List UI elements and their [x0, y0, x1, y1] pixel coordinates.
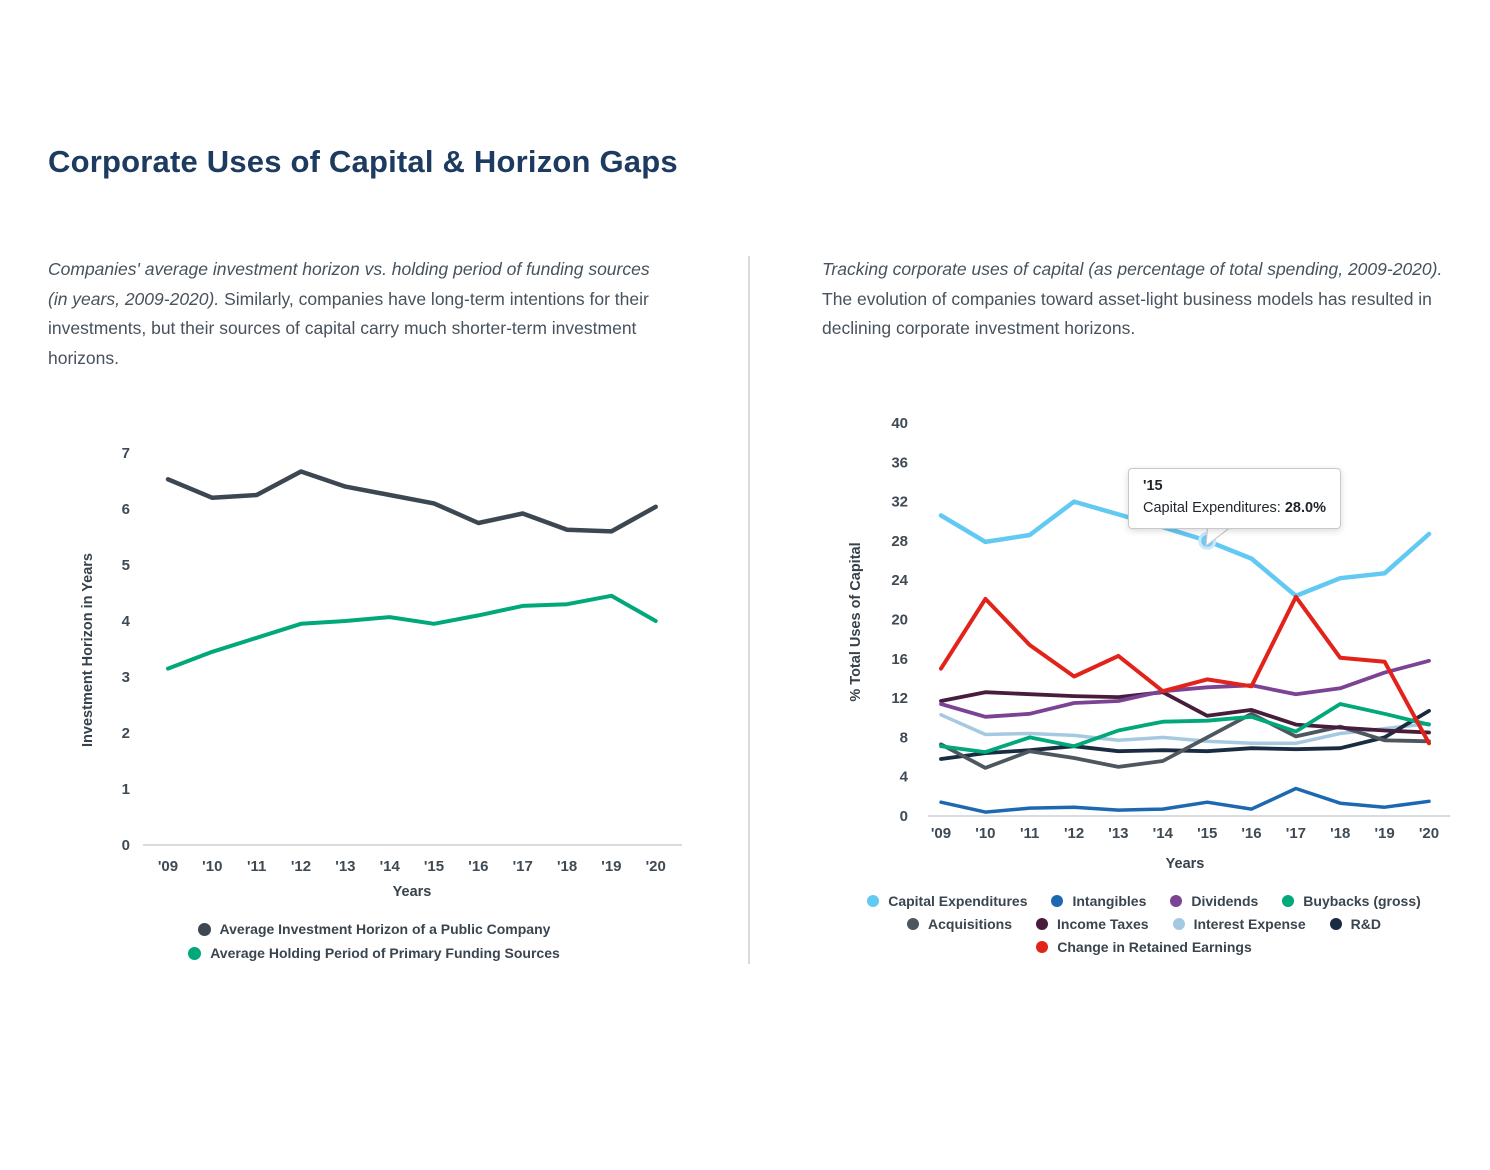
x-tick-label: '11: [1019, 825, 1040, 842]
y-tick-label: 40: [891, 415, 908, 432]
x-tick-label: '20: [645, 858, 666, 875]
legend-item[interactable]: [198, 921, 551, 937]
y-tick-label: 16: [891, 650, 908, 668]
legend-label: Income Taxes: [1057, 916, 1149, 932]
legend-item[interactable]: [1170, 893, 1258, 909]
y-tick-label: 7: [121, 445, 130, 462]
x-tick-label: '11: [246, 858, 267, 875]
legend-item[interactable]: [1036, 916, 1149, 932]
y-tick-label: 6: [121, 501, 130, 518]
series-line-1[interactable]: [941, 789, 1429, 813]
x-tick-label: '09: [157, 858, 179, 875]
x-tick-label: '09: [930, 825, 952, 842]
tooltip-value: 28.0%: [1284, 499, 1326, 516]
legend-item[interactable]: [1330, 916, 1381, 932]
y-tick-label: 0: [899, 808, 908, 825]
legend-row: [867, 893, 1421, 909]
y-tick-label: 24: [891, 572, 908, 590]
right-intro-text: [822, 255, 1444, 344]
legend-item[interactable]: [1282, 893, 1420, 909]
right-intro-body: The evolution of companies toward asset-light business models has resulted in declining corporate investment horizons.: [822, 288, 1432, 338]
legend-item[interactable]: [867, 893, 1027, 909]
left-intro-text: [48, 255, 660, 373]
x-tick-label: '10: [202, 858, 223, 875]
x-tick-label: '14: [1152, 825, 1173, 842]
legend-label: Acquisitions: [928, 916, 1013, 932]
y-tick-label: 20: [891, 611, 908, 629]
legend-label: Intangibles: [1072, 893, 1147, 909]
left-intro-body: Similarly, companies have long-term intentions for their investments, but their sources of capital carry much shorter-term investment horizons.: [48, 288, 649, 368]
x-tick-label: '19: [601, 858, 622, 875]
legend-dot: [1330, 918, 1342, 930]
x-tick-label: '16: [468, 858, 489, 875]
right-x-axis-title: Years: [1165, 856, 1205, 872]
left-intro-caption: Companies' average investment horizon vs. holding period of funding sources (in years, 2009-2020).: [48, 259, 650, 309]
x-tick-label: '20: [1418, 825, 1440, 842]
y-tick-label: 3: [121, 669, 130, 686]
legend-label: Average Holding Period of Primary Funding Sources: [210, 945, 560, 961]
x-tick-label: '15: [423, 858, 445, 875]
x-tick-label: '16: [1241, 825, 1262, 842]
legend-dot: [1036, 941, 1048, 953]
left-y-axis-title: Investment Horizon in Years: [80, 553, 96, 747]
x-tick-label: '18: [556, 858, 578, 875]
legend-label: Interest Expense: [1193, 916, 1306, 932]
y-tick-label: 5: [121, 557, 130, 574]
right-chart-legend: [826, 893, 1462, 955]
x-tick-label: '12: [290, 858, 312, 875]
legend-row: [188, 945, 560, 961]
x-tick-label: '13: [1108, 825, 1129, 842]
legend-label: Capital Expenditures: [888, 893, 1028, 909]
x-tick-label: '15: [1197, 825, 1218, 842]
page-title: Corporate Uses of Capital & Horizon Gaps: [48, 144, 678, 179]
legend-row: [198, 921, 551, 937]
legend-dot: [198, 923, 211, 936]
y-tick-label: 4: [121, 613, 130, 630]
legend-row: [1036, 939, 1251, 955]
legend-dot: [1173, 918, 1185, 930]
y-tick-label: 12: [891, 690, 908, 708]
column-divider: [748, 256, 750, 964]
legend-row: [907, 916, 1381, 932]
legend-item[interactable]: [1036, 939, 1251, 955]
chart-tooltip: [1128, 468, 1341, 529]
tooltip-label: Capital Expenditures:: [1143, 499, 1281, 516]
legend-label: R&D: [1350, 916, 1381, 932]
x-tick-label: '19: [1374, 825, 1395, 842]
y-tick-label: 28: [891, 532, 908, 550]
y-tick-label: 4: [899, 768, 908, 786]
right-y-axis-title: % Total Uses of Capital: [848, 542, 864, 702]
y-tick-label: 36: [891, 454, 908, 472]
legend-dot: [1051, 895, 1063, 907]
tooltip-year: '15: [1143, 478, 1163, 494]
y-tick-label: 0: [121, 837, 130, 854]
legend-dot: [1170, 895, 1182, 907]
series-line-0[interactable]: [168, 472, 656, 532]
legend-item[interactable]: [907, 916, 1012, 932]
legend-item[interactable]: [1051, 893, 1146, 909]
x-tick-label: '18: [1330, 825, 1351, 842]
x-tick-label: '17: [512, 858, 533, 875]
legend-item[interactable]: [1173, 916, 1306, 932]
y-tick-label: 32: [891, 493, 908, 511]
series-line-1[interactable]: [168, 596, 656, 669]
legend-dot: [188, 947, 201, 960]
legend-label: Dividends: [1191, 893, 1259, 909]
legend-label: Change in Retained Earnings: [1057, 939, 1252, 955]
x-tick-label: '14: [379, 858, 400, 875]
investment-horizon-chart[interactable]: [60, 430, 700, 890]
y-tick-label: 1: [121, 781, 130, 798]
x-tick-label: '17: [1285, 825, 1307, 842]
legend-label: Buybacks (gross): [1303, 893, 1421, 909]
legend-dot: [1282, 895, 1294, 907]
x-tick-label: '13: [335, 858, 356, 875]
series-line-5[interactable]: [941, 692, 1429, 732]
x-tick-label: '10: [975, 825, 996, 842]
y-tick-label: 8: [899, 729, 908, 747]
left-x-axis-title: Years: [392, 884, 432, 900]
left-chart-legend: [48, 921, 700, 961]
legend-dot: [907, 918, 919, 930]
legend-dot: [1036, 918, 1048, 930]
legend-dot: [867, 895, 879, 907]
legend-label: Average Investment Horizon of a Public Company: [219, 921, 551, 937]
x-tick-label: '12: [1063, 825, 1085, 842]
right-intro-caption: Tracking corporate uses of capital (as percentage of total spending, 2009-2020).: [822, 259, 1443, 279]
y-tick-label: 2: [121, 725, 130, 742]
legend-item[interactable]: [188, 945, 560, 961]
